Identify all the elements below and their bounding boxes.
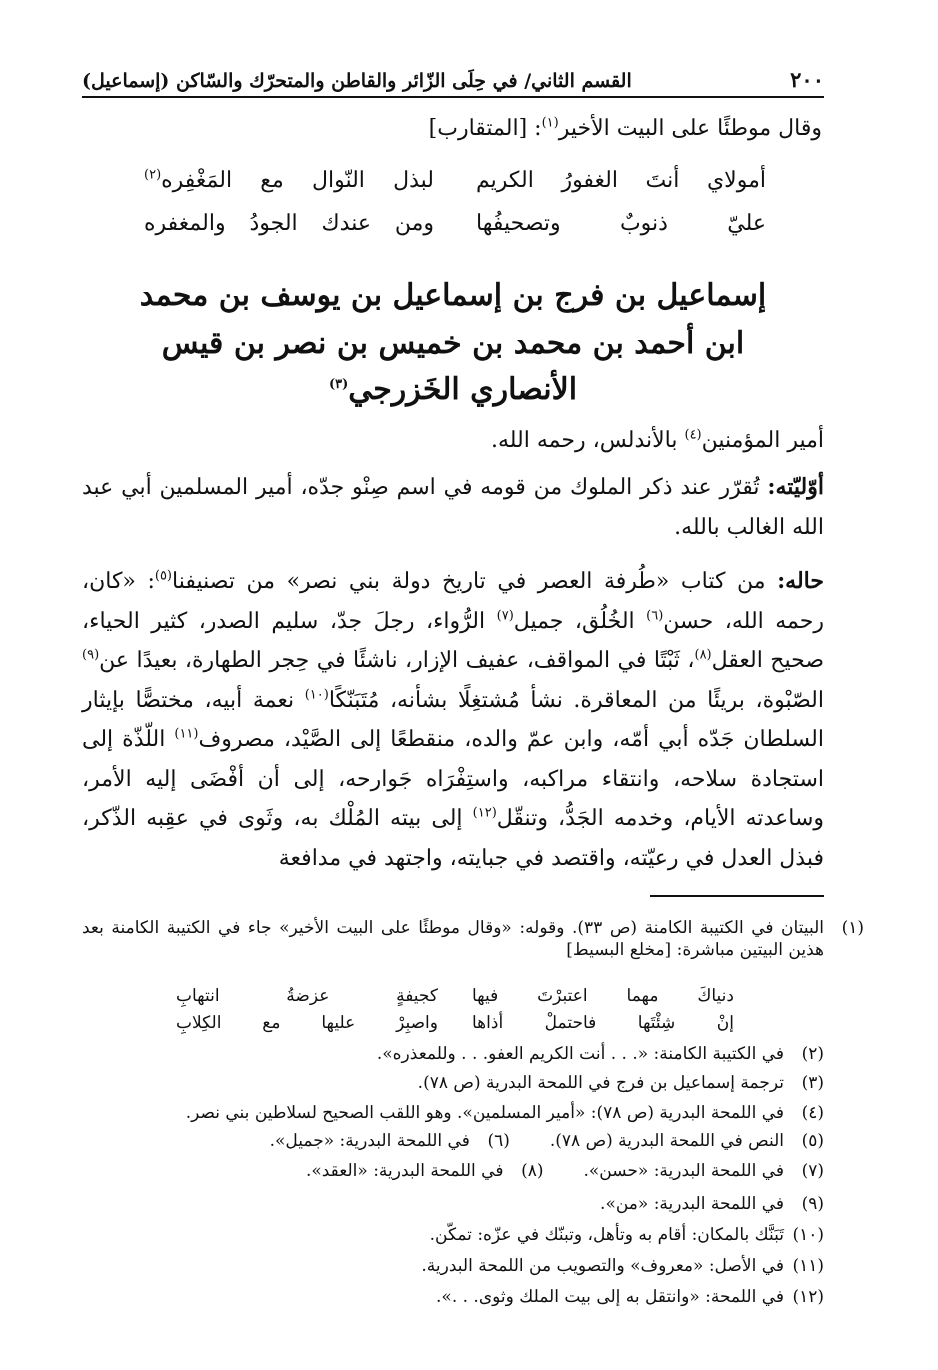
- footnote-8-text: في اللمحة البدرية: «العقد».: [305, 1161, 504, 1181]
- footnote-ref-4: (٤): [684, 427, 702, 443]
- footnote-ref-5: (٥): [154, 568, 172, 584]
- footnote-11-number: (١١): [792, 1256, 824, 1276]
- haluh-text-9: إلى بيته المُلْك به، وثَوى في عقِبه الذّكر، فبذل العدل في رعيّته، واقتصد في جبايته، واجتهد في مدافعة: [82, 806, 824, 871]
- footnote-2-number: (٢): [801, 1044, 824, 1064]
- awwaliyyah-heading: أوّليّته:: [767, 474, 824, 500]
- footnote-4-text: في اللمحة البدرية (ص ٧٨): «أمير المسلمين». وهو اللقب الصحيح لسلاطين بني نصر.: [185, 1103, 784, 1123]
- footnote-12-number: (١٢): [792, 1287, 824, 1307]
- verse-1-first-hemistich: أمولاي أنتَ الغفورُ الكريم: [476, 168, 766, 193]
- title-line-3-text: الأنصاري الخَزرجي: [348, 372, 578, 407]
- footnote-separator: [650, 895, 824, 897]
- footnote-4-number: (٤): [801, 1103, 824, 1123]
- biography-title-line-2: ابن أحمد بن محمد بن خميس بن نصر بن قيس: [161, 326, 745, 361]
- awwaliyyah-paragraph: [82, 468, 824, 547]
- verse-1-second-text: لبذل النّوال مع المَغْفِره: [161, 168, 434, 193]
- intro-text: وقال موطئًا على البيت الأخير: [558, 116, 822, 141]
- verse-line-1: [140, 168, 766, 193]
- haluh-text-8: اللّذّة إلى استجادة سلاحه، وانتقاء مراكبه، واستِفْرَاه جَوارحه، إلى أن أفْضَى إليه الأمر، وساعدته الأيام، وخدمه الجَدُّ، وتنقّل: [82, 727, 824, 831]
- fn-verse-2-second: واصبِرْ عليها مع الكِلابِ: [176, 1013, 438, 1033]
- footnote-7: [583, 1161, 824, 1181]
- footnote-ref-10: (١٠): [304, 687, 329, 703]
- footnote-8-number: (٨): [521, 1161, 544, 1181]
- footnote-3-number: (٣): [801, 1073, 824, 1093]
- footnote-12: [436, 1286, 824, 1308]
- footnotes-5-6: [270, 1131, 824, 1151]
- footnote-10-text: تَبَنَّك بالمكان: أقام به وتأهل، وتبنّك في عزّه: تمكّن.: [429, 1225, 784, 1245]
- amir-pre: أمير المؤمنين: [701, 428, 824, 453]
- footnote-11: [421, 1255, 824, 1277]
- footnote-9-number: (٩): [801, 1194, 824, 1214]
- footnote-7-number: (٧): [801, 1161, 824, 1181]
- footnotes-7-8: [306, 1161, 824, 1181]
- footnote-8: [306, 1161, 544, 1181]
- fn-verse-1-first: دنياكَ مهما اعتبرْتَ فيها: [472, 986, 734, 1006]
- footnote-1-verse-2: [176, 1013, 734, 1033]
- amir-post: بالأندلس، رحمه الله.: [490, 428, 685, 453]
- footnote-1: [82, 917, 864, 961]
- footnote-11-text: في الأصل: «معروف» والتصويب من اللمحة البدرية.: [421, 1256, 784, 1276]
- haluh-text-2: : «كان، رحمه الله، حسن: [82, 569, 825, 634]
- footnote-9-text: في اللمحة البدرية: «من».: [600, 1194, 784, 1214]
- footnote-ref-2: (٢): [144, 167, 162, 183]
- haluh-paragraph: [82, 562, 824, 878]
- haluh-text-7: نعمة أبيه، مختصًّا بإيثار السلطان جَدّه أبي أمّه، وابن عمّ والده، منقطعًا إلى الصَّيْد، مصروف: [82, 687, 824, 752]
- verse-2-second-hemistich: ومن عندك الجودُ والمغفره: [144, 211, 434, 236]
- footnote-2: [377, 1043, 824, 1065]
- footnote-1-text: البيتان في الكتيبة الكامنة (ص ٣٣). وقوله: «وقال موطئًا على البيت الأخير» جاء في الكتيبة الكامنة بعد هذين البيتين مباشرة: [مخلع البسيط]: [82, 918, 824, 960]
- footnote-ref-9: (٩): [82, 647, 100, 663]
- verse-2-first-hemistich: عليّ ذنوبٌ وتصحيفُها: [476, 211, 766, 236]
- footnote-6-text: في اللمحة البدرية: «جميل».: [269, 1131, 470, 1151]
- running-title: القسم الثاني/ في حِلَى الزّائر والقاطن والمتحرّك والسّاكن (إسماعيل): [82, 70, 632, 92]
- footnote-12-text: في اللمحة: «وانتقل به إلى بيت الملك وثوى. . .».: [436, 1287, 784, 1307]
- footnote-ref-8: (٨): [694, 647, 712, 663]
- fn-verse-2-first: إنْ شِئْتَها فاحتملْ أذاها: [472, 1013, 734, 1033]
- haluh-text-3: الخُلُق، جميل: [513, 608, 647, 634]
- footnote-3-text: ترجمة إسماعيل بن فرج في اللمحة البدرية (ص ٧٨).: [417, 1073, 784, 1093]
- haluh-text-1: من كتاب «طُرفة العصر في تاريخ دولة بني نصر» من تصنيفنا: [172, 569, 778, 594]
- footnote-1-verse-1: [176, 986, 734, 1006]
- verse-1-second-hemistich: [140, 168, 434, 193]
- footnote-ref-12: (١٢): [472, 805, 497, 821]
- footnote-ref-7: (٧): [496, 608, 514, 624]
- intro-line: [429, 116, 822, 141]
- haluh-text-6: الصّبْوة، بريئًا من المعاقرة. نشأ مُشتغِلًا بشأنه، مُتَبَنّكًا: [328, 687, 824, 713]
- footnote-10: [430, 1224, 824, 1246]
- header-rule: [82, 96, 824, 98]
- running-head: [82, 58, 824, 92]
- biography-title-line-3: [82, 372, 824, 407]
- footnote-ref-6: (٦): [646, 608, 664, 624]
- page-number: ٢٠٠: [790, 67, 824, 92]
- footnote-ref-3: (٣): [328, 377, 349, 392]
- amir-line: [82, 421, 824, 461]
- awwaliyyah-text: تُقرّر عند ذكر الملوك من قومه في اسم صِنْو جدّه، أمير المسلمين أبي عبد الله الغالب بالله.: [82, 475, 824, 540]
- footnote-10-number: (١٠): [792, 1225, 824, 1245]
- verse-line-2: [140, 211, 766, 236]
- haluh-heading: حاله:: [777, 568, 824, 594]
- footnote-2-text: في الكتيبة الكامنة: «. . . أنت الكريم العفو. . . وللمعذره».: [376, 1044, 784, 1064]
- footnote-6-number: (٦): [487, 1131, 510, 1151]
- footnote-5-number: (٥): [801, 1131, 824, 1151]
- fn-verse-1-second: كجيفةٍ عزضةُ انتهابِ: [176, 986, 438, 1006]
- footnote-1-number: (١): [841, 918, 864, 938]
- footnote-6: [270, 1131, 510, 1151]
- footnote-ref-1: (١): [541, 115, 559, 131]
- footnote-5: [550, 1131, 824, 1151]
- footnote-3: [418, 1072, 824, 1094]
- footnote-ref-11: (١١): [174, 726, 199, 742]
- haluh-text-4: الرُّواء، رجلَ جدّ، سليم الصدر، كثير الحياء، صحيح العقل: [82, 608, 825, 673]
- haluh-text-5: ، ثَبْتًا في المواقف، عفيف الإزار، ناشئًا في حِجر الطهارة، بعيدًا عن: [99, 648, 695, 673]
- footnote-7-text: في اللمحة البدرية: «حسن».: [583, 1161, 784, 1181]
- footnote-4: [186, 1102, 824, 1124]
- meter-label: : [المتقارب]: [428, 116, 542, 141]
- biography-title-line-1: إسماعيل بن فرج بن إسماعيل بن يوسف بن محمد: [139, 278, 767, 313]
- footnote-5-text: النص في اللمحة البدرية (ص ٧٨).: [549, 1131, 784, 1151]
- footnote-9: [600, 1193, 824, 1215]
